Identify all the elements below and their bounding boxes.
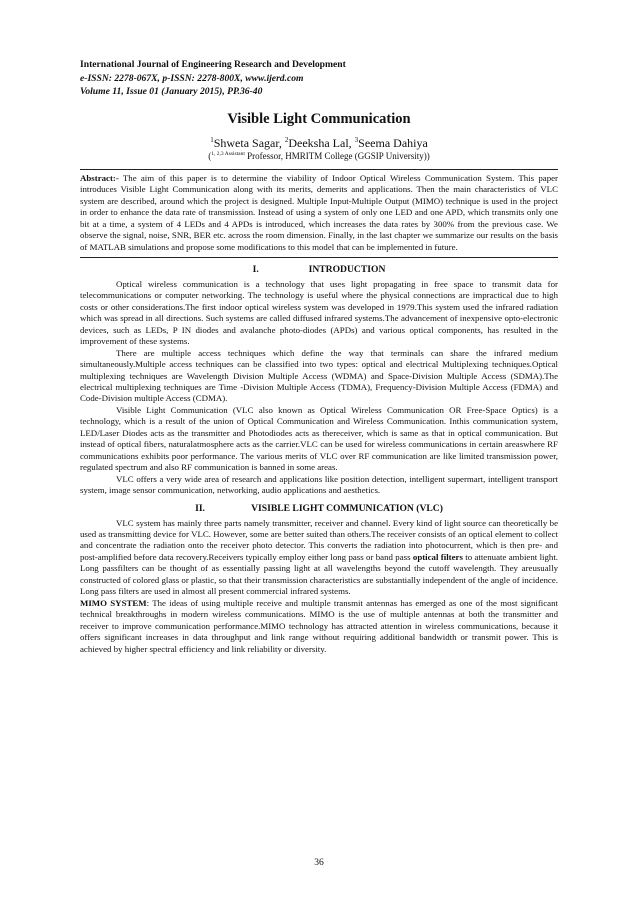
paper-page xyxy=(80,58,558,655)
abstract-text: The aim of this paper is to determine the viability of Indoor Optical Wireless Communication System. This paper introduces Visible Light Communication along with its merits, demerits and applications. Then the main characteristics of VLC system are described, around which the project is designed. Multiple Input-Multiple Output (MIMO) technique is used in the project in order to enhance the data rate of transmission. Instead of using a system of only one LED and one APD, which transmits only one bit at a time, a system of 4 LEDs and 4 APDs is introduced, which increases the data rates by 300% from the previous case. We observe the signal, noise, SNR, BER etc. across the room dimension. Finally, in the last chapter we summarize our results on the basis of MATLAB simulations and propose some modifications to this model that can be implemented in future. xyxy=(80,172,558,252)
intro-paragraph-1: Optical wireless communication is a technology that uses light propagating in free space to transmit data for telecommunications or computer networking. The technology is useful where the physical connections are impractical due to high costs or other considerations.The first indoor optical wireless system was developed in 1979.This system used the infrared radiation which was spread in all directions. Such systems are called diffused infrared systems.The advancement of inexpensive opto-electronic devices, such as LEDs, P IN diodes and avalanche photo-diodes (APDs) and various optical components, has resulted in the improvement of these systems. xyxy=(80,278,558,347)
affiliation-text: Professor, HMRITM College (GGSIP University)) xyxy=(244,150,430,161)
section-2-number: II. xyxy=(195,502,205,514)
affiliation-open: ( xyxy=(208,150,212,161)
vlc-paragraph-1-part-b: to attenuate ambient light. Long passfilters can be thought of as essentially passing light at all wavelengths beyond the cutoff wavelength. They areusually constructed of colored glass or plastic, so that their transmission characteristics are substantially independent of the angle of incidence. Long pass filters are used in almost all present commercial infrared systems. xyxy=(80,551,559,597)
affiliation xyxy=(80,151,558,161)
author-list xyxy=(80,136,558,151)
author-3-name: Seema Dahiya xyxy=(358,135,428,150)
optical-filters-term: optical filters xyxy=(412,551,463,562)
journal-header xyxy=(80,58,558,99)
affiliation-sup: 1, 2,3 Assistant xyxy=(211,150,245,157)
abstract-lead: Abstract:- xyxy=(80,172,119,183)
vlc-paragraph-1 xyxy=(80,518,558,598)
mimo-text: : The ideas of using multiple receive and multiple transmit antennas has emerged as one of the most significant technical breakthroughs in modern wireless communications. MIMO is the use of multiple antennas at both the transmitter and receiver to improve communication performance.MIMO technology has attracted attention in wireless communications, because it offers significant increases in data throughput and link range without requiring additional bandwidth or transmit power. This is achieved by higher spectral efficiency and link reliability or diversity. xyxy=(80,597,558,654)
section-2-heading xyxy=(80,503,558,514)
author-3-sup: 3 xyxy=(354,135,359,144)
mimo-paragraph xyxy=(80,598,558,655)
intro-paragraph-2: There are multiple access techniques which define the way that terminals can share the infrared medium simultaneously.Multiple access techniques can be classified into two types: optical and electrical Multiplexing techniques.Optical multiplexing techniques are Wavelength Division Multiple Access (WDMA) and Space-Division Multiple Access (SDMA).The electrical multiplexing techniques are Time -Division Multiple Access (TDMA), Frequency-Division Multiple Access (FDMA) and Code-Division multiple Access (CDMA). xyxy=(80,347,558,404)
header-rule xyxy=(80,169,558,170)
section-2-title: VISIBLE LIGHT COMMUNICATION (VLC) xyxy=(251,502,443,514)
vlc-paragraph-1-part-a: VLC system has mainly three parts namely transmitter, receiver and channel. Every kind of light source can theoretically be used as transmitting device for VLC. However, some are better suited than others.The receiver consists of an optical element to collect and concentrate the radiation onto the receiver photo detector. This converts the radiation into photocurrent, which is then pre- and post-amplified before data recovery.Receivers typically employ either long pass or band pass xyxy=(80,517,558,562)
page-number: 36 xyxy=(314,857,324,868)
mimo-lead: MIMO SYSTEM xyxy=(80,597,147,608)
abstract xyxy=(80,173,558,253)
author-2-sup: 2 xyxy=(284,135,289,144)
journal-issn: e-ISSN: 2278-067X, p-ISSN: 2278-800X, www.ijerd.com xyxy=(80,72,304,84)
intro-paragraph-3: Visible Light Communication (VLC also known as Optical Wireless Communication OR Free-Space Optics) is a technology, which is a result of the union of Optical Communication and Wireless Communication. Inthis communication system, LED/Laser Diodes acts as the transmitter and Photodiodes acts as thereceiver, which is same as that in optical communication. But instead of optical fibers, naturalatmosphere acts as the carrier.VLC can be used for wireless communications in certain areaswhere RF communications exhibits poor performance. The various merits of VLC over RF communication are like limited transmission power, regulated spectrum and also RF communication is banned in some areas. xyxy=(80,404,558,473)
section-1-heading xyxy=(80,264,558,275)
section-1-title: INTRODUCTION xyxy=(308,263,386,275)
journal-name: International Journal of Engineering Research and Development xyxy=(80,59,346,70)
journal-volume: Volume 11, Issue 01 (January 2015), PP.36-40 xyxy=(80,86,263,98)
author-1-sup: 1 xyxy=(210,135,214,144)
section-1-number: I. xyxy=(252,263,259,275)
paper-title: Visible Light Communication xyxy=(227,110,411,127)
author-1-name: Shweta Sagar, xyxy=(213,135,285,150)
intro-paragraph-4: VLC offers a very wide area of research and applications like position detection, intelligent supermart, intelligent transport system, image sensor communication, networking, audio applications and aesthetics. xyxy=(80,473,558,496)
author-2-name: Deeksha Lal, xyxy=(288,135,355,150)
abstract-rule xyxy=(80,257,558,258)
